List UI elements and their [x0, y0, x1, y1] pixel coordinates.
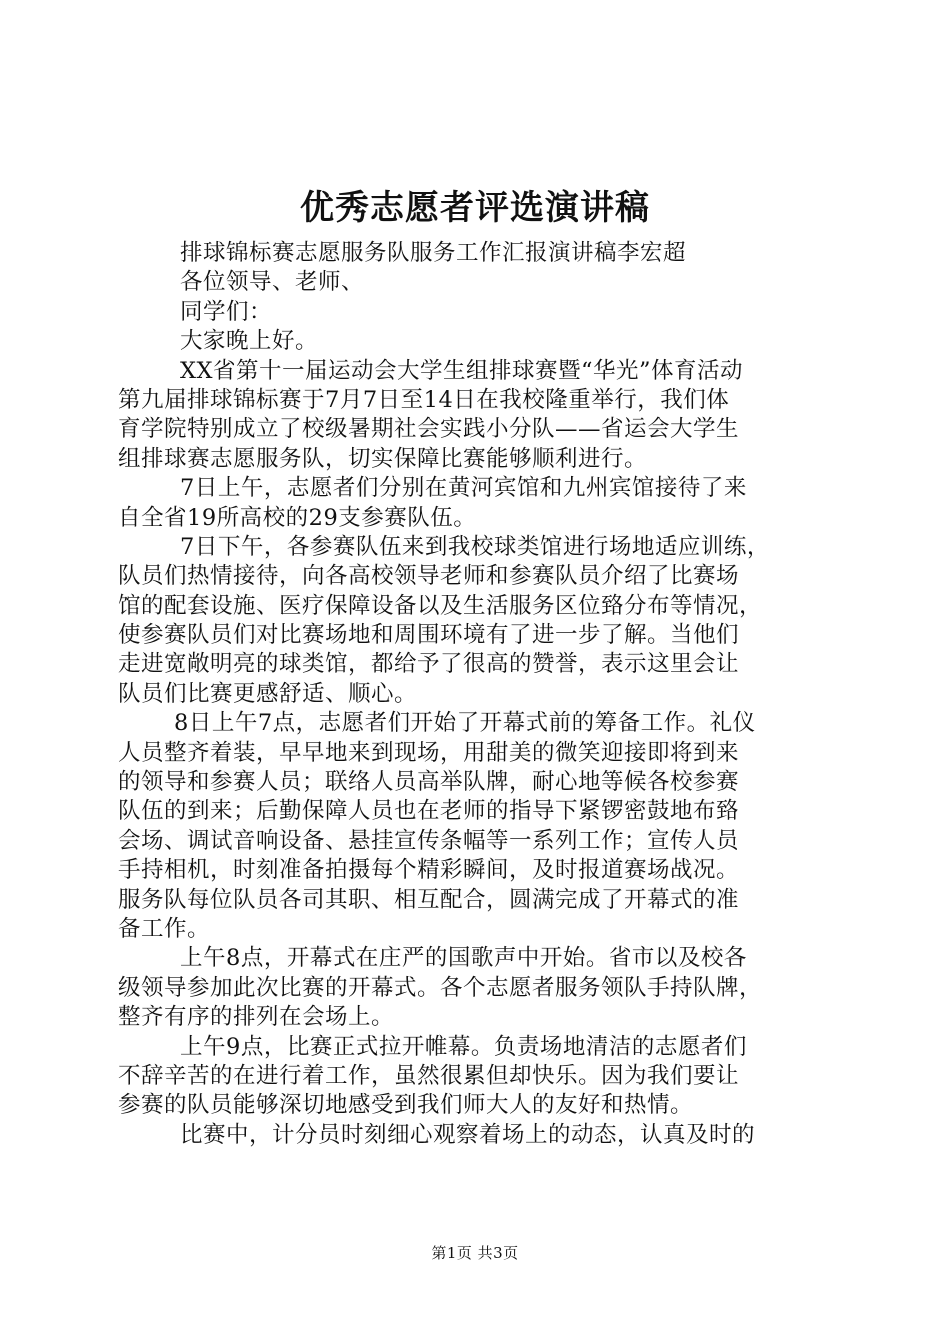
paragraph-line: 组排球赛志愿服务队，切实保障比赛能够顺利进行。	[118, 445, 648, 472]
paragraph-line: 各位领导、老师、	[180, 269, 365, 296]
paragraph-line: 队员们比赛更感舒适、顺心。	[118, 680, 418, 707]
paragraph-line: 上午9点，比赛正式拉开帷幕。负责场地清洁的志愿者们	[180, 1033, 747, 1060]
paragraph-line: XX省第十一届运动会大学生组排球赛暨“华光”体育活动	[180, 357, 744, 384]
paragraph-line: 整齐有序的排列在会场上。	[118, 1004, 395, 1031]
paragraph-line: 手持相机，时刻准备拍摄每个精彩瞬间，及时报道赛场战况。	[118, 857, 740, 884]
paragraph-line: 会场、调试音响设备、悬挂宣传条幅等一系列工作；宣传人员	[118, 827, 740, 854]
paragraph-line: 走进宽敞明亮的球类馆，都给予了很高的赞誉，表示这里会让	[118, 651, 740, 678]
paragraph-line: 第九届排球锦标赛于7月7日至14日在我校隆重举行，我们体	[118, 386, 730, 413]
paragraph-line: 育学院特别成立了校级暑期社会实践小分队——省运会大学生	[118, 416, 740, 443]
paragraph-line: 队员们热情接待，向各高校领导老师和参赛队员介绍了比赛场	[118, 563, 740, 590]
paragraph-line: 服务队每位队员各司其职、相互配合，圆满完成了开幕式的准	[118, 886, 740, 913]
paragraph-line: 7日上午，志愿者们分别在黄河宾馆和九州宾馆接待了来	[180, 475, 747, 502]
page-number-footer: 第1页 共3页	[431, 1244, 519, 1262]
paragraph-line: 备工作。	[118, 915, 211, 942]
paragraph-line: 队伍的到来；后勤保障人员也在老师的指导下紧锣密鼓地布臵	[118, 798, 740, 825]
document-title: 优秀志愿者评选演讲稿	[300, 188, 650, 228]
paragraph-line: 级领导参加此次比赛的开幕式。各个志愿者服务领队手持队牌，	[118, 974, 763, 1001]
paragraph-line: 参赛的队员能够深切地感受到我们师大人的友好和热情。	[118, 1092, 694, 1119]
paragraph-line: 7日下午，各参赛队伍来到我校球类馆进行场地适应训练，	[180, 533, 770, 560]
paragraph-line: 不辞辛苦的在进行着工作，虽然很累但却快乐。因为我们要让	[118, 1062, 740, 1089]
paragraph-line: 自全省19所高校的29支参赛队伍。	[118, 504, 477, 531]
paragraph-line: 同学们：	[180, 298, 273, 325]
paragraph-line: 比赛中，计分员时刻细心观察着场上的动态，认真及时的	[180, 1121, 756, 1148]
document-body	[118, 239, 836, 1150]
paragraph-line: 8日上午7点，志愿者们开始了开幕式前的筹备工作。礼仪	[174, 710, 756, 737]
paragraph-line: 排球锦标赛志愿服务队服务工作汇报演讲稿李宏超	[180, 240, 687, 266]
paragraph-line: 使参赛队员们对比赛场地和周围环境有了进一步了解。当他们	[118, 622, 740, 649]
paragraph-line: 上午8点，开幕式在庄严的国歌声中开始。省市以及校各	[180, 945, 747, 972]
paragraph-line: 大家晚上好。	[180, 328, 319, 355]
paragraph-line: 人员整齐着装，早早地来到现场，用甜美的微笑迎接即将到来	[118, 739, 740, 766]
paragraph-line: 馆的配套设施、医疗保障设备以及生活服务区位臵分布等情况，	[118, 592, 763, 619]
paragraph-line: 的领导和参赛人员；联络人员高举队牌，耐心地等候各校参赛	[118, 769, 740, 796]
